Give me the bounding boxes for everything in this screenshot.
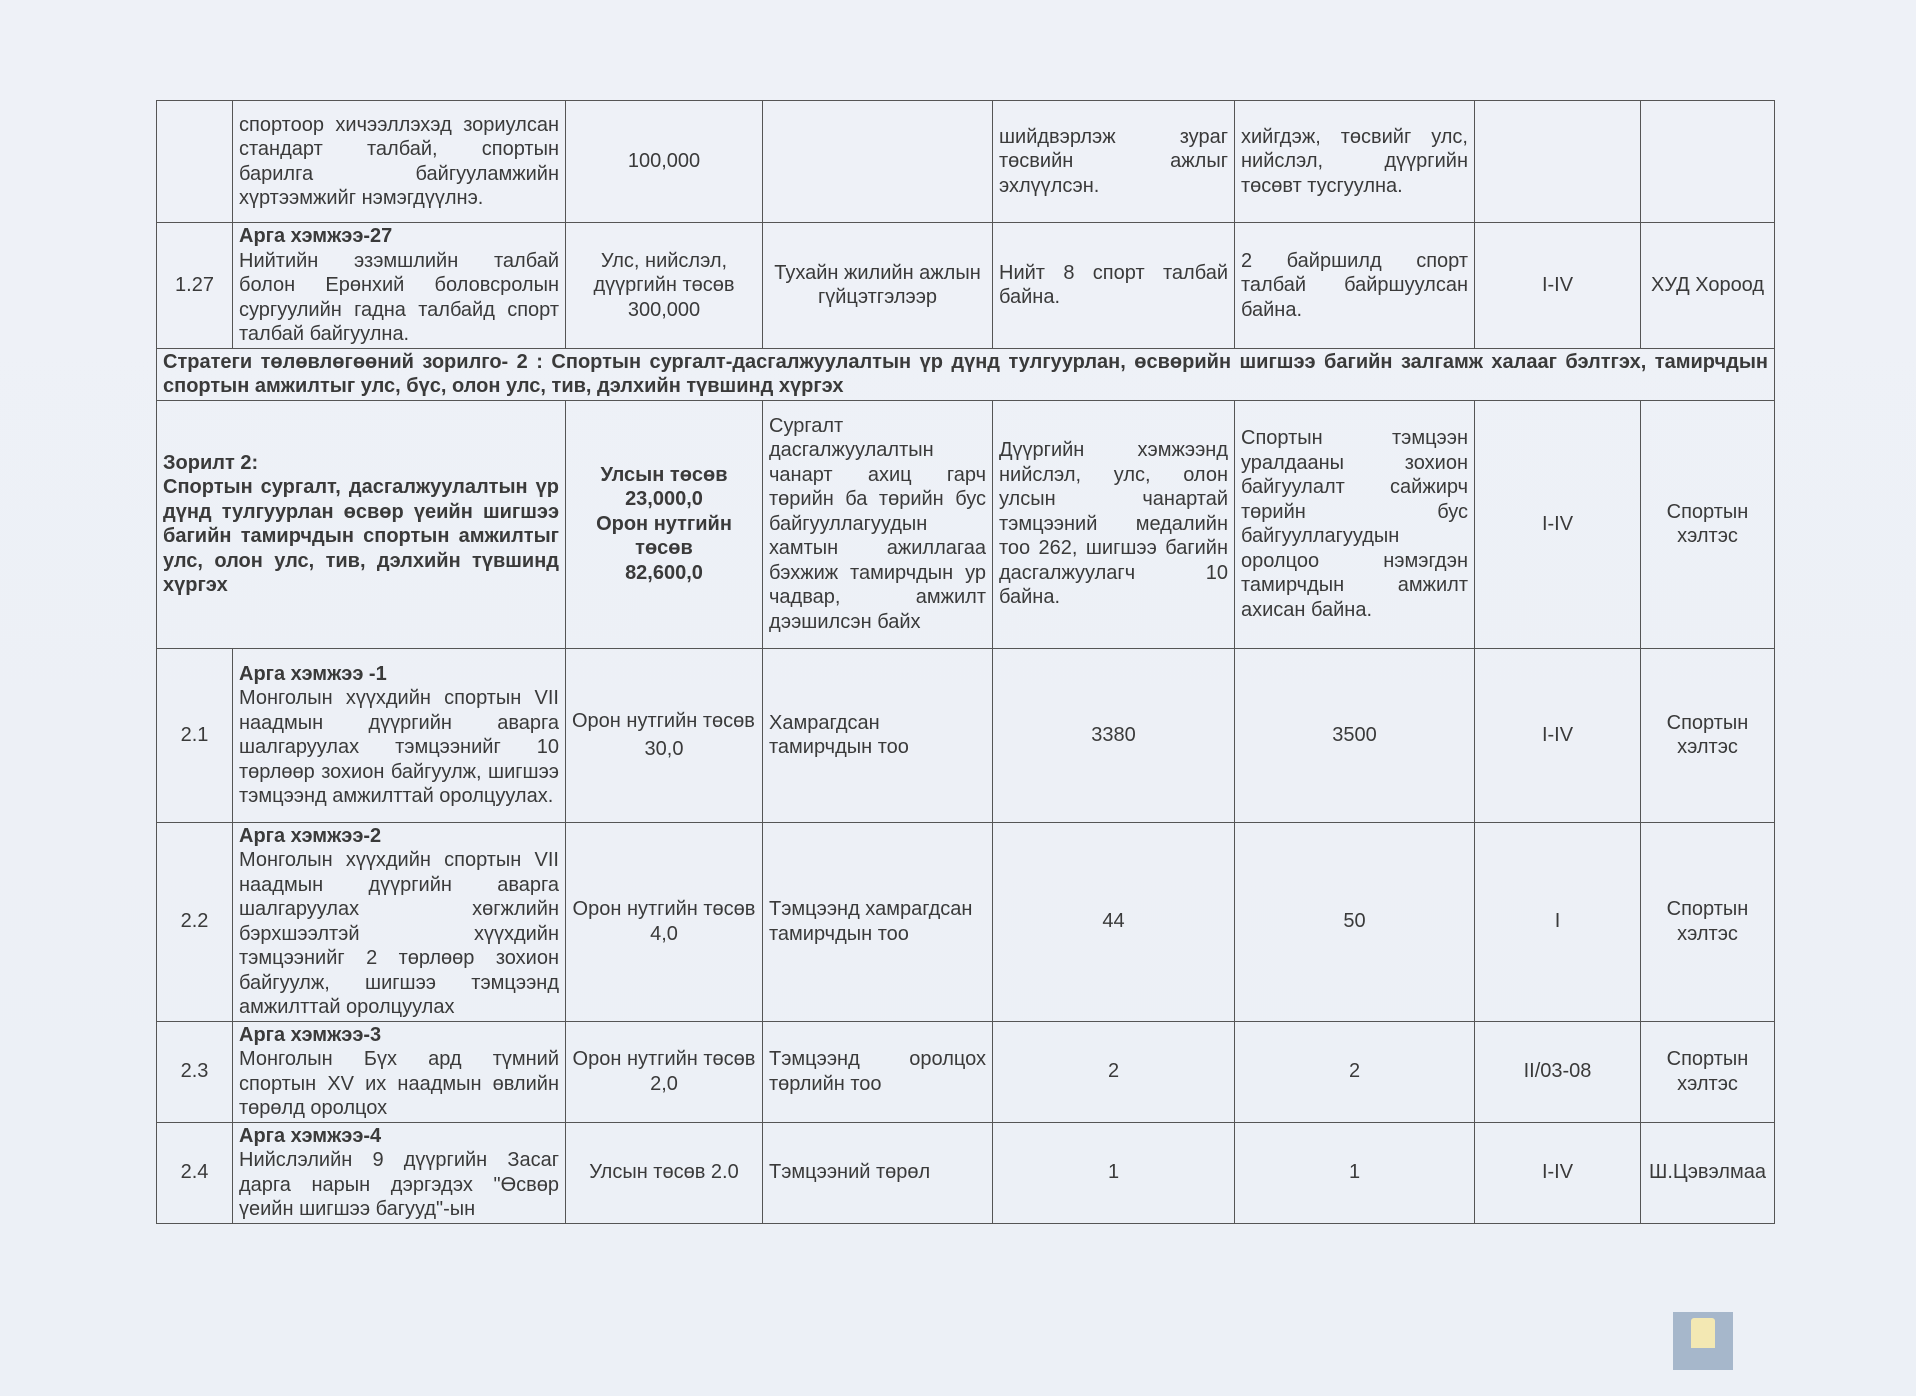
activity-cell: спортоор хичээллэхэд зориулсан стандарт талбай, спортын барилга байгууламжийн хүртээмжийг нэмэгдүүлнэ. (233, 101, 566, 223)
budget-cell: Улс, нийслэл, дүүргийн төсөв 300,000 (566, 223, 763, 349)
row-number: 2.2 (157, 822, 233, 1021)
activity-title: Арга хэмжээ-4 (239, 1124, 382, 1147)
baseline-cell: 3380 (993, 648, 1235, 822)
row-number: 1.27 (157, 223, 233, 349)
budget-line: төсөв (635, 537, 693, 560)
activity-cell (233, 1122, 566, 1223)
period-cell (1475, 101, 1641, 223)
budget-cell: Орон нутгийн төсөв 2,0 (566, 1021, 763, 1122)
baseline-cell: Дүүргийн хэмжээнд нийслэл, улс, олон улсын чанартай тэмцээний медалийн тоо 262, шигшээ багийн дасгалжуулагч 10 байна. (993, 400, 1235, 648)
period-cell: II/03-08 (1475, 1021, 1641, 1122)
target-cell: 2 байршилд спорт талбай байршуулсан байна. (1235, 223, 1475, 349)
responsible-cell: ХУД Хороод (1641, 223, 1775, 349)
activity-cell (233, 648, 566, 822)
target-cell: хийгдэж, төсвийг улс, нийслэл, дүүргийн төсөвт тусгуулна. (1235, 101, 1475, 223)
goal-row (157, 400, 1775, 648)
criteria-cell (763, 101, 993, 223)
responsible-cell: Спортын хэлтэс (1641, 648, 1775, 822)
responsible-cell (1641, 101, 1775, 223)
budget-line: 82,600,0 (625, 561, 703, 584)
baseline-cell: 2 (993, 1021, 1235, 1122)
goal-cell (157, 400, 566, 648)
strategy-row (157, 348, 1775, 400)
criteria-cell: Тухайн жилийн ажлын гүйцэтгэлээр (763, 223, 993, 349)
table-row (157, 822, 1775, 1021)
period-cell: I (1475, 822, 1641, 1021)
activity-text: Нийтийн эзэмшлийн талбай болон Ерөнхий боловсролын сургуулийн гадна талбайд спорт талбай байгуулна. (239, 249, 559, 345)
criteria-cell: Хамрагдсан тамирчдын тоо (763, 648, 993, 822)
table-row (157, 1122, 1775, 1223)
activity-title: Арга хэмжээ-27 (239, 225, 393, 247)
table-row (157, 1021, 1775, 1122)
activity-text: Монголын хүүхдийн спортын VII наадмын дүүргийн аварга шалгаруулах тэмцээнийг 10 төрлөөр зохион байгуулж, шигшээ тэмцээнд амжилттай оролцуулах. (239, 687, 559, 807)
budget-cell: 100,000 (566, 101, 763, 223)
activity-cell (233, 1021, 566, 1122)
activity-cell (233, 822, 566, 1021)
criteria-cell: Сургалт дасгалжуулалтын чанарт ахиц гарч төрийн ба төрийн бус байгууллагуудын хамтын ажиллагаа бэхжиж тамирчдын ур чадвар, амжилт дээшилсэн байх (763, 400, 993, 648)
period-cell: I-IV (1475, 648, 1641, 822)
table-row (157, 648, 1775, 822)
target-cell: Спортын тэмцээн уралдааны зохион байгуулалт сайжирч төрийн бус байгууллагуудын оролцоо нэмэгдэн тамирчдын амжилт ахисан байна. (1235, 400, 1475, 648)
activity-title: Арга хэмжээ-3 (239, 1023, 382, 1046)
activity-text: Монголын Бүх ард түмний спортын XV их наадмын өвлийн төрөлд оролцох (239, 1048, 559, 1119)
period-cell: I-IV (1475, 1122, 1641, 1223)
criteria-cell: Тэмцээнд оролцох төрлийн тоо (763, 1021, 993, 1122)
responsible-cell: Спортын хэлтэс (1641, 822, 1775, 1021)
responsible-cell: Ш.Цэвэлмаа (1641, 1122, 1775, 1223)
target-cell: 2 (1235, 1021, 1475, 1122)
period-cell: I-IV (1475, 223, 1641, 349)
target-cell: 3500 (1235, 648, 1475, 822)
budget-line: 23,000,0 (625, 488, 703, 511)
criteria-cell: Тэмцээний төрөл (763, 1122, 993, 1223)
activity-text: Монголын хүүхдийн спортын VII наадмын дүүргийн аварга шалгаруулах хөгжлийн бэрхшээлтэй хүүхдийн тэмцээнийг 2 төрлөөр зохион байгуулж, шигшээ тэмцээнд амжилттай оролцуулах (239, 849, 559, 1018)
activity-title: Арга хэмжээ-2 (239, 824, 382, 847)
baseline-cell: 44 (993, 822, 1235, 1021)
budget-cell (566, 648, 763, 822)
budget-line: 30,0 (644, 738, 684, 760)
row-number (157, 101, 233, 223)
baseline-cell: шийдвэрлэж зураг төсвийн ажлыг эхлүүлсэн. (993, 101, 1235, 223)
budget-line: Улсын төсөв (600, 463, 728, 486)
period-cell: I-IV (1475, 400, 1641, 648)
target-cell: 50 (1235, 822, 1475, 1021)
target-cell: 1 (1235, 1122, 1475, 1223)
activity-cell (233, 223, 566, 349)
budget-cell: Орон нутгийн төсөв 4,0 (566, 822, 763, 1021)
table-row (157, 101, 1775, 223)
row-number: 2.1 (157, 648, 233, 822)
baseline-cell: Нийт 8 спорт талбай байна. (993, 223, 1235, 349)
table-row (157, 223, 1775, 349)
budget-line: Орон нутгийн төсөв (572, 709, 755, 732)
budget-line: Орон нутгийн (596, 512, 732, 535)
baseline-cell: 1 (993, 1122, 1235, 1223)
activity-text: Нийслэлийн 9 дүүргийн Засаг дарга нарын дэргэдэх "Өсвөр үеийн шигшээ багууд"-ын (239, 1149, 559, 1220)
responsible-cell: Спортын хэлтэс (1641, 400, 1775, 648)
goal-text: Спортын сургалт, дасгалжуулалтын үр дүнд тулгуурлан өсвөр үеийн шигшээ багийн тамирчдын спортын амжилтыг улс, олон улс, тив, дэлхийн түвшинд хүргэх (163, 476, 559, 596)
government-seal-logo (1673, 1312, 1733, 1370)
activity-title: Арга хэмжээ -1 (239, 662, 387, 685)
strategy-goal-heading: Стратеги төлөвлөгөөний зорилго- 2 : Спортын сургалт-дасгалжуулалтын үр дүнд тулгуурлан, өсвөрийн шигшээ багийн залгамж халааг бэлтгэх, тамирчдын спортын амжилтыг улс, бүс, олон улс, тив, дэлхийн түвшинд хүргэх (157, 348, 1775, 400)
soyombo-icon (1691, 1318, 1715, 1348)
criteria-cell: Тэмцээнд хамрагдсан тамирчдын тоо (763, 822, 993, 1021)
goal-title: Зорилт 2: (163, 451, 259, 474)
action-plan-table (156, 100, 1775, 1224)
budget-cell (566, 400, 763, 648)
responsible-cell: Спортын хэлтэс (1641, 1021, 1775, 1122)
row-number: 2.3 (157, 1021, 233, 1122)
row-number: 2.4 (157, 1122, 233, 1223)
budget-cell: Улсын төсөв 2.0 (566, 1122, 763, 1223)
